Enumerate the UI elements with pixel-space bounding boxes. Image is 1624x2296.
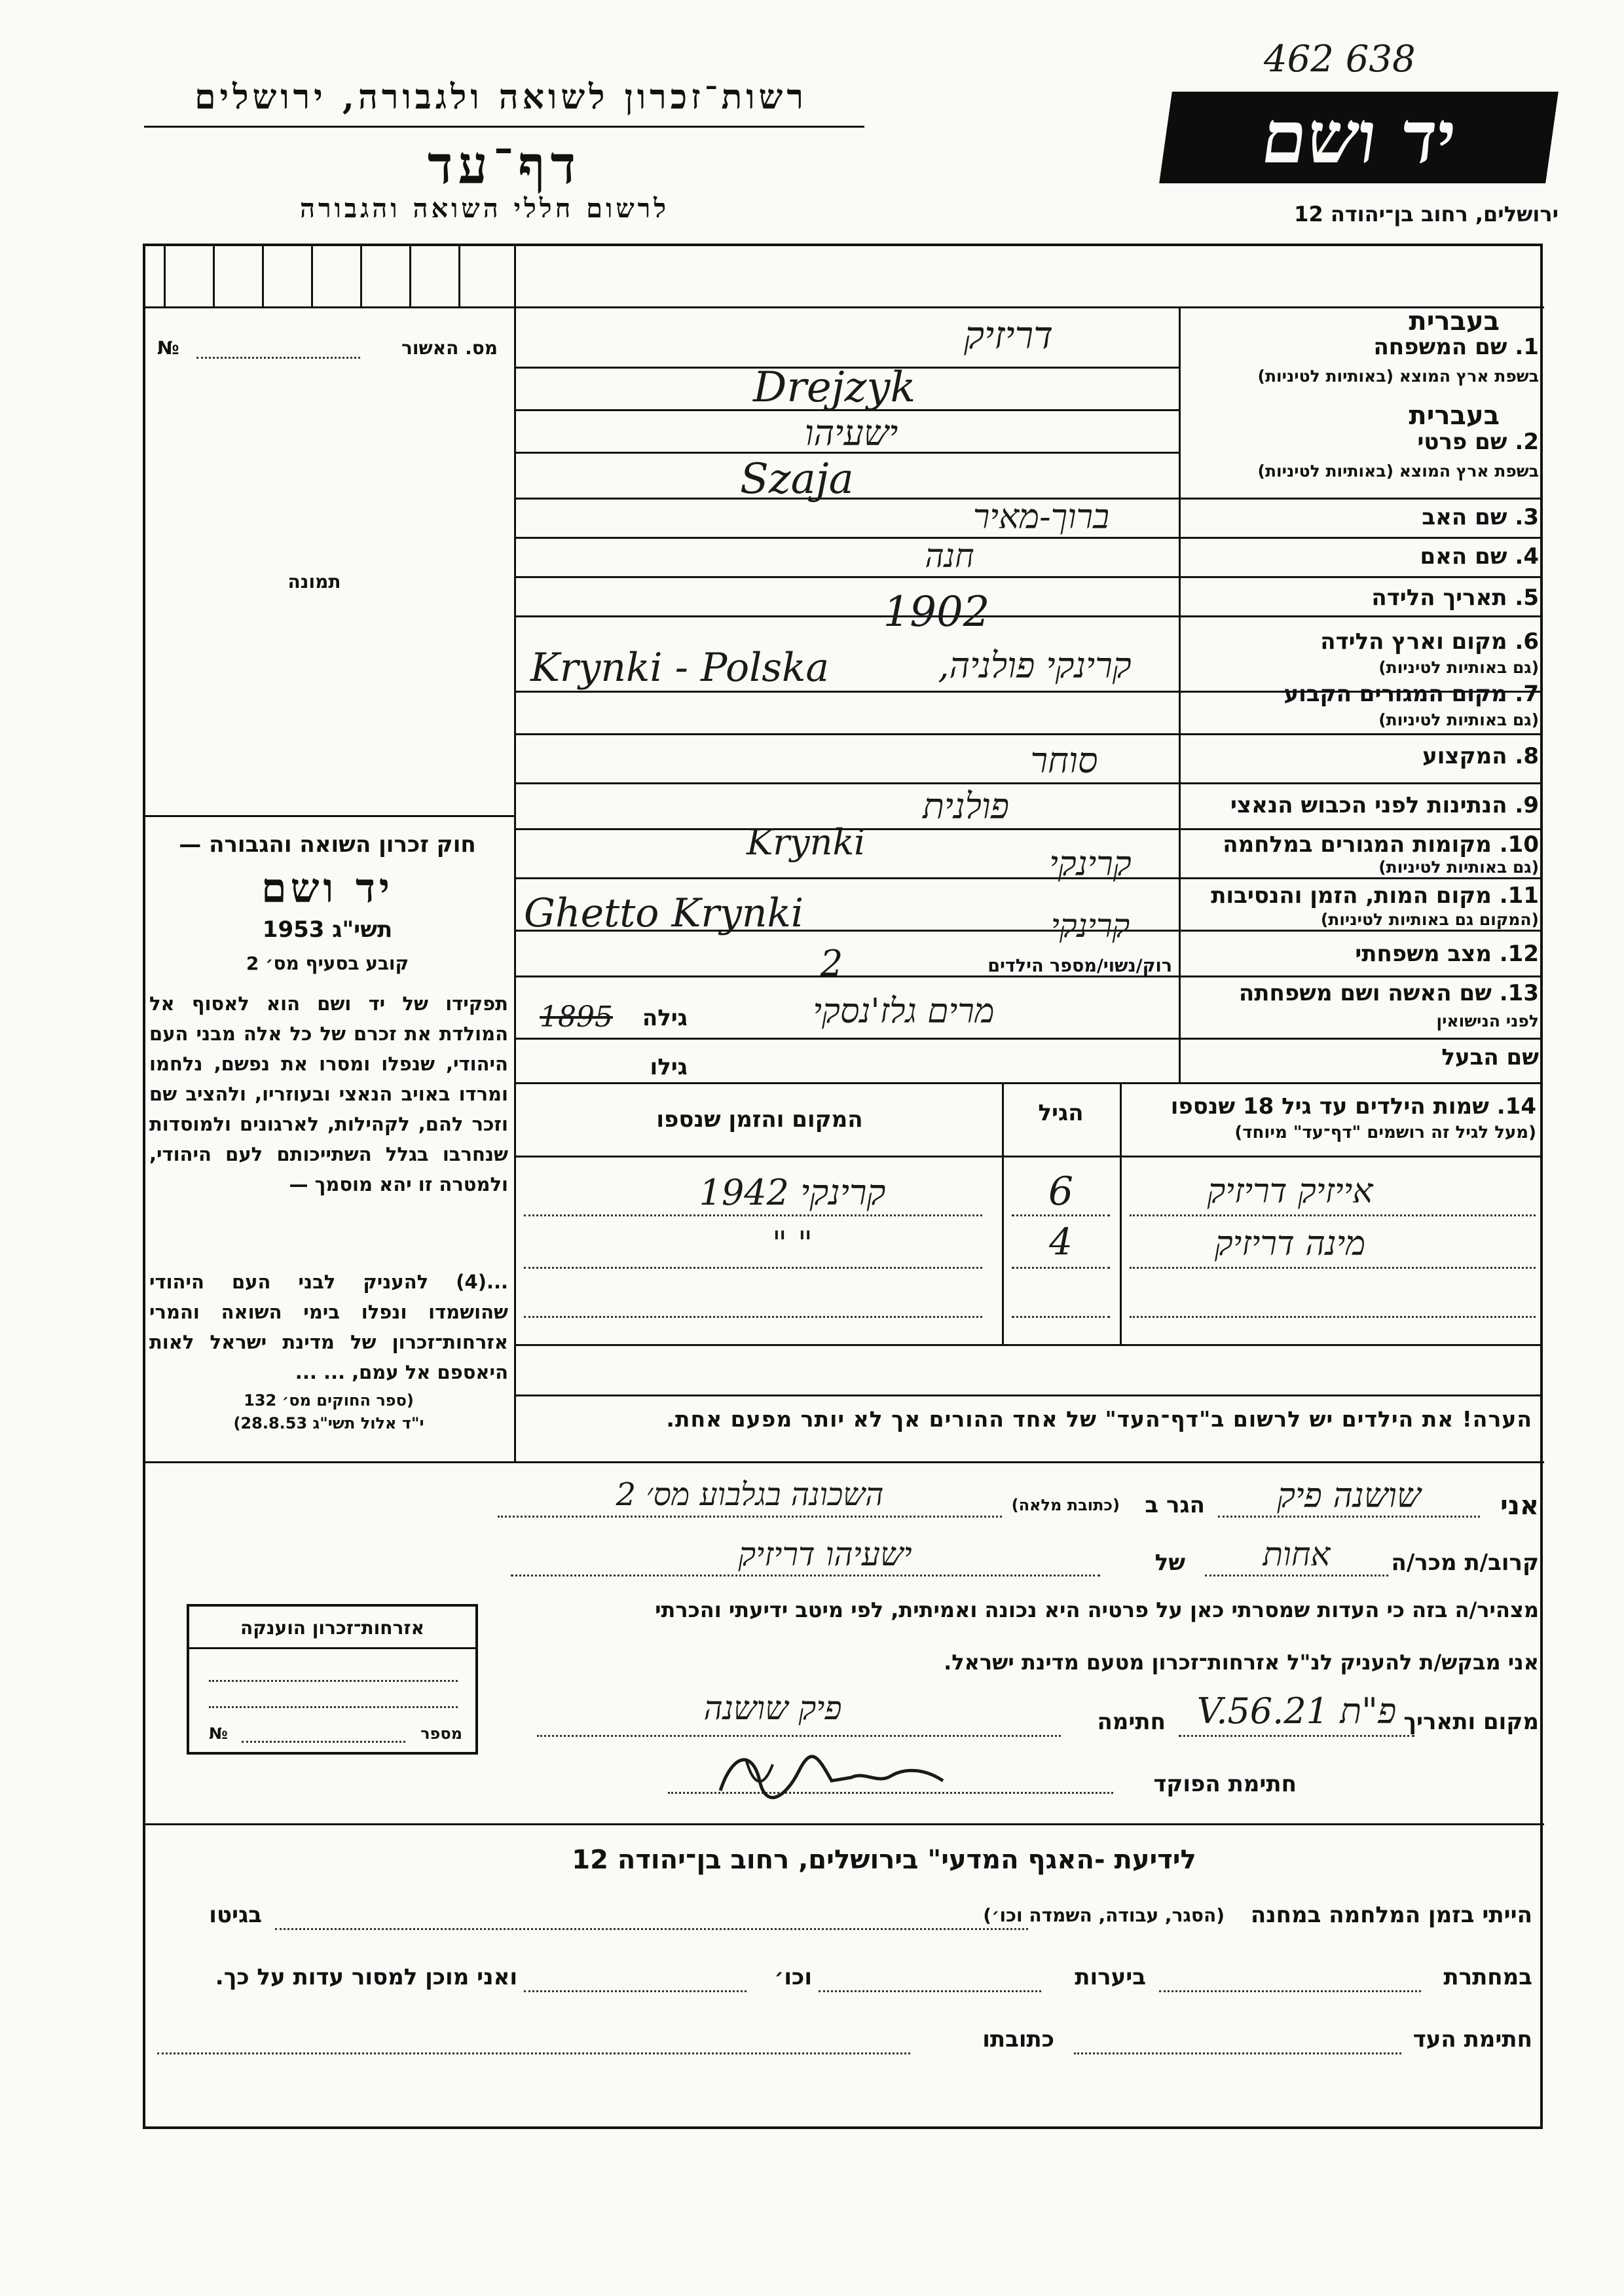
footer-ghetto-label: בגיטו — [209, 1902, 262, 1928]
first-name-origin-label: בשפת ארץ המוצא (באותיות לטיניות) — [1257, 462, 1539, 481]
witness-signature-label: חתימה — [1097, 1709, 1166, 1735]
note-text: הערה! את הילדים יש לרשום ב"דף־העד" של אחד ההורים אך לא יותר מפעם אחת. — [666, 1406, 1532, 1432]
war-residence-latin[interactable]: Krynki — [747, 822, 866, 863]
hebrew-label-1: בעברית — [1409, 306, 1500, 337]
footer-camp-label: הייתי בזמן המלחמה במחנה — [1250, 1902, 1532, 1928]
death-place-label: 11. מקום המות, הזמן והנסיבות — [1211, 883, 1539, 909]
first-name-label: 2. שם פרטי — [1417, 429, 1539, 455]
citizenship-number-label: מספר — [420, 1724, 462, 1743]
authority-name: רשות־זכרון לשואה ולגבורה, ירושלים — [194, 77, 807, 117]
witness-resides-label: הגר ב — [1145, 1492, 1205, 1518]
witness-relation[interactable]: אחות — [1263, 1535, 1331, 1573]
war-residence-hebrew[interactable]: קרינקי — [1049, 845, 1132, 884]
birth-date-value[interactable]: 1902 — [883, 588, 990, 636]
approval-number-sign: № — [157, 337, 179, 359]
footer-testimony-label: ואני מוכן למסור עדות על כך. — [215, 1964, 517, 1990]
death-place-latin[interactable]: Ghetto Krynki — [524, 890, 804, 936]
witness-name[interactable]: שושנה פיק — [1277, 1476, 1421, 1516]
footer-underground-label: במחתרת — [1443, 1964, 1532, 1990]
child-2-place[interactable]: " " — [772, 1224, 813, 1262]
husband-age-label: גילו — [650, 1054, 688, 1080]
family-name-origin-label: בשפת ארץ המוצא (באותיות לטיניות) — [1257, 367, 1539, 386]
law-text-main: תפקידו של יד ושם הוא לאסוף אל המולדת את זכרם של כל אלה מבני העם היהודי, שנפלו ומסרו את נפשם, נלחמו ומרדו באויב הנאצי ובעוזריו, ולהציב שם וזכר להם, לקהילות, לארגונים ולמוסדות שנחרבו בגלל השתייכותם לעם היהודי, ולמטרה זו יהא מוסמך — — [149, 993, 508, 1195]
citizenship-number-sign: № — [209, 1724, 228, 1743]
witness-line-2 — [498, 1535, 1539, 1581]
approval-field[interactable] — [157, 337, 498, 363]
birth-place-latin[interactable]: Krynki - Polska — [530, 645, 830, 691]
father-name-value[interactable]: ברוך-מאיר — [972, 498, 1110, 537]
children-header-label: 14. שמות הילדים עד גיל 18 שנספו — [1170, 1093, 1536, 1120]
first-name-latin[interactable]: Szaja — [740, 455, 854, 503]
footer-address-label: כתובתו — [982, 2026, 1054, 2052]
marital-status-label: 12. מצב משפחתי — [1355, 941, 1539, 967]
witness-i-label: אני — [1500, 1491, 1539, 1521]
husband-name-label: שם הבעל — [1441, 1044, 1539, 1070]
witness-of-label: של — [1154, 1550, 1185, 1576]
death-place-hebrew[interactable]: קרינקי — [1050, 907, 1130, 945]
children-header-sub: (מעל לגיל זה רושמים "דף־עד" מיוחד) — [1234, 1123, 1536, 1142]
birth-place-sub: (גם באותיות לטיניות) — [1378, 658, 1539, 677]
birth-date-label: 5. תאריך הלידה — [1371, 585, 1539, 611]
child-2-age[interactable]: 4 — [1049, 1221, 1073, 1264]
hebrew-label-2: בעברית — [1409, 401, 1500, 431]
footer-witness-signature-label: חתימת העד — [1412, 2026, 1532, 2052]
children-age-header: הגיל — [1038, 1100, 1084, 1126]
wife-name-value[interactable]: מרים גלז'נסקי — [813, 992, 995, 1031]
family-name-hebrew[interactable]: דריזיק — [963, 313, 1054, 357]
law-title: חוק זכרון השואה והגבורה — — [179, 831, 476, 858]
footer-camp-sub: (הסגר, עבודה, השמדה וכו׳) — [983, 1904, 1225, 1926]
profession-value[interactable]: סוחר — [1030, 740, 1098, 781]
witness-address[interactable]: השכונה בגלבוע מס׳ 2 — [616, 1476, 884, 1513]
children-place-header: המקום והזמן שנספו — [656, 1106, 863, 1133]
child-1-age[interactable]: 6 — [1048, 1169, 1074, 1214]
family-name-label: 1. שם המשפחה — [1373, 334, 1539, 360]
wife-name-label: 13. שם האשה ושם משפחתה — [1238, 980, 1539, 1006]
document-subtitle: לרשום חללי השואה והגבורה — [299, 193, 670, 224]
birth-place-hebrew[interactable]: קרינקי פולניה, — [938, 645, 1132, 686]
citizenship-title: אזרחות־זכרון הוענקה — [240, 1617, 424, 1639]
family-name-latin[interactable]: Drejzyk — [753, 363, 916, 412]
witness-line-3 — [498, 1689, 1539, 1741]
footer-line-3 — [157, 2026, 1532, 2066]
witness-relative-label: קרוב/ת מכר/ה — [1391, 1550, 1539, 1576]
wife-age-label: גילה — [642, 1005, 688, 1031]
witness-resides-sub: (כתובת מלאה) — [1011, 1496, 1120, 1514]
footer-line-2 — [157, 1964, 1532, 2003]
witness-of-name[interactable]: ישעיהו דריזיק — [738, 1535, 912, 1573]
first-name-hebrew[interactable]: ישעיהו — [804, 412, 898, 454]
header-address: ירושלים, רחוב בן־יהודה 12 — [1294, 202, 1559, 227]
witness-declaration: מצהיר/ה בזה כי העדות שמסרתי כאן על פרטיה היא נכונה ואמיתית, לפי מיטב ידיעתי והכרתי — [655, 1597, 1539, 1622]
footer-etc-label: וכו׳ — [774, 1964, 812, 1990]
wife-name-sub: לפני הנישואין — [1436, 1011, 1539, 1030]
marital-status-sub: רוק/נשוי/מספר הילדים — [987, 956, 1172, 976]
witness-place-date-label: מקום ותאריך — [1403, 1709, 1539, 1735]
mother-name-label: 4. שם האם — [1420, 543, 1539, 570]
war-residence-label: 10. מקומות המגורים במלחמה — [1223, 831, 1539, 858]
law-source-date: י"ד אלול תשי"ג 28.8.53) — [233, 1414, 424, 1432]
footer-forests-label: ביערות — [1075, 1964, 1146, 1990]
witness-line-1 — [498, 1476, 1539, 1522]
footer-line-1 — [157, 1902, 1532, 1941]
archive-number: 462 638 — [1264, 38, 1416, 81]
witness-place-date[interactable]: פ"ת 21.V.56 — [1196, 1690, 1397, 1732]
photo-placeholder: תמונה — [287, 571, 341, 592]
law-year: תשי"ג 1953 — [262, 917, 393, 943]
wife-age-value[interactable]: 1895 — [540, 1000, 613, 1034]
footer-title: לידיעת -האגף המדעי" בירושלים, רחוב בן־יהודה 12 — [572, 1845, 1196, 1875]
child-2-name[interactable]: מינה דריזיק — [1214, 1224, 1366, 1264]
death-place-sub: (המקום גם באותיות לטיניות) — [1320, 910, 1539, 929]
official-signature-row — [498, 1745, 1539, 1804]
birth-place-label: 6. מקום וארץ הלידה — [1320, 629, 1539, 655]
witness-signature[interactable]: פיק שושנה — [703, 1689, 842, 1727]
residence-label: 7. מקום המגורים הקבוע — [1283, 681, 1539, 707]
official-signature-scribble — [707, 1745, 956, 1804]
document-title: דף־עד — [427, 134, 581, 196]
war-residence-sub: (גם באותיות לטיניות) — [1378, 858, 1539, 877]
official-signature-label: חתימת הפוקד — [1153, 1771, 1297, 1797]
profession-label: 8. המקצוע — [1422, 743, 1539, 769]
citizenship-label: 9. הנתינות לפני הכבוש הנאצי — [1230, 792, 1539, 818]
law-source: (ספר החוקים מס׳ 132 — [244, 1391, 414, 1410]
child-1-place[interactable]: קרינקי 1942 — [699, 1172, 886, 1213]
father-name-label: 3. שם האב — [1422, 504, 1539, 530]
citizenship-box — [187, 1604, 478, 1755]
approval-label: מס. האשור — [401, 337, 498, 359]
yad-vashem-logo: יד ושם — [1159, 92, 1559, 183]
child-1-name[interactable]: אייזיק דריזיק — [1207, 1172, 1373, 1211]
children-count-value[interactable]: 2 — [820, 943, 843, 984]
citizenship-value[interactable]: פולנית — [922, 786, 1010, 827]
law-text-clause-4: ...(4) להעניק לבני העם היהודי שהושמדו ונפלו בימי השואה והמרי אזרחות־זכרון של מדינת ישראל לאות היאספם אל עמם, ... ... — [149, 1271, 508, 1383]
mother-name-value[interactable]: חנה — [925, 537, 974, 575]
law-clause: קובע בסעיף מס׳ 2 — [246, 953, 409, 974]
residence-sub: (גם באותיות לטיניות) — [1378, 710, 1539, 729]
witness-request: אני מבקש/ת להעניק לנ"ל אזרחות־זכרון מטעם מדינת ישראל. — [944, 1650, 1539, 1675]
law-name: יד ושם — [261, 864, 394, 912]
